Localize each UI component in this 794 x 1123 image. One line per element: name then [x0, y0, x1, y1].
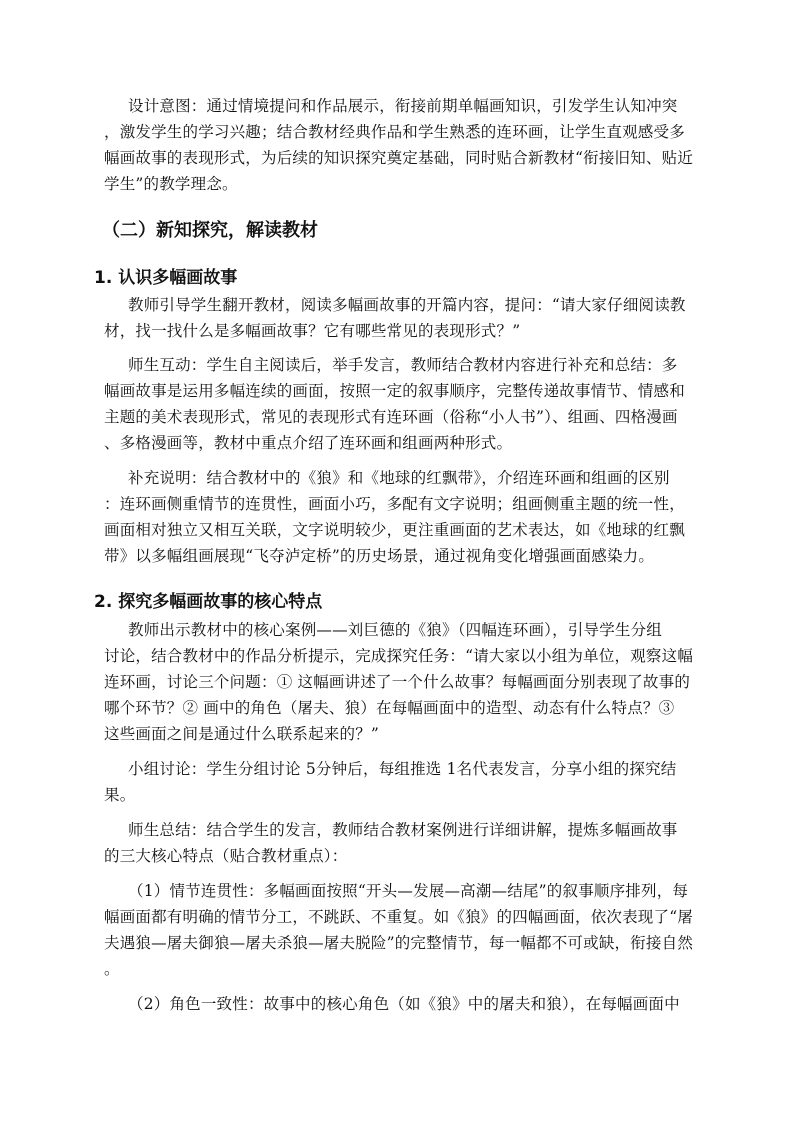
sub2-p1-line-3: 连环画，讨论三个问题：① 这幅画讲述了一个什么故事？每幅画面分别表现了故事的 [104, 673, 691, 691]
sub1-p2-line-2: 幅画故事是运用多幅连续的画面，按照一定的叙事顺序，完整传递故事情节、情感和 [104, 382, 685, 400]
sub2-p4-line-3: 夫遇狼—屠夫御狼—屠夫杀狼—屠夫脱险”的完整情节，每一幅都不可或缺，衔接自然 [104, 934, 694, 952]
sub1-p2-line-1: 师生互动：学生自主阅读后，举手发言，教师结合教材内容进行补充和总结：多 [128, 356, 678, 374]
intent-line-4: 学生”的教学理念。 [104, 175, 238, 193]
sub1-p1-line-2: 材，找一找什么是多幅画故事？它有哪些常见的表现形式？” [104, 322, 521, 340]
intent-line-3: 幅画故事的表现形式，为后续的知识探究奠定基础，同时贴合新教材“衔接旧知、贴近 [104, 149, 694, 167]
sub1-p3-line-2: ：连环画侧重情节的连贯性，画面小巧，多配有文字说明；组画侧重主题的统一性， [104, 495, 685, 513]
sub2-p2-line-2: 果。 [104, 786, 136, 804]
sub1-p3-line-3: 画面相对独立又相互关联，文字说明较少，更注重画面的艺术表达，如《地球的红飘 [104, 521, 685, 539]
sub1-p3-line-4: 带》以多幅组画展现“飞夺泸定桥”的历史场景，通过视角变化增强画面感染力。 [104, 547, 655, 565]
sub2-p5-line-1: （2）角色一致性：故事中的核心角色（如《狼》中的屠夫和狼），在每幅画面中 [128, 995, 680, 1013]
sub2-p1-line-5: 这些画面之间是通过什么联系起来的？” [104, 725, 380, 743]
section-heading: （二）新知探究，解读教材 [102, 220, 318, 241]
subsection-heading-1: 1. 认识多幅画故事 [94, 268, 238, 288]
sub2-p1-line-2: 讨论，结合教材中的作品分析提示，完成探究任务：“请大家以小组为单位，观察这幅 [104, 647, 694, 665]
sub2-p4-line-2: 幅画面都有明确的情节分工，不跳跃、不重复。如《狼》的四幅画面，依次表现了“屠 [104, 908, 694, 926]
sub1-p2-line-4: 、多格漫画等，教材中重点介绍了连环画和组画两种形式。 [104, 434, 513, 452]
sub2-p4-line-4: 。 [104, 960, 120, 978]
sub1-p1-line-1: 教师引导学生翻开教材，阅读多幅画故事的开篇内容，提问：“请大家仔细阅读教 [128, 296, 686, 314]
intent-line-1: 设计意图：通过情境提问和作品展示，衔接前期单幅画知识，引发学生认知冲突 [128, 97, 678, 115]
sub2-p1-line-1: 教师出示教材中的核心案例——刘巨德的《狼》（四幅连环画），引导学生分组 [128, 621, 663, 639]
sub2-p3-line-1: 师生总结：结合学生的发言，教师结合教材案例进行详细讲解，提炼多幅画故事 [128, 821, 678, 839]
sub2-p1-line-4: 哪个环节？② 画中的角色（屠夫、狼）在每幅画面中的造型、动态有什么特点？③ [104, 699, 675, 717]
sub2-p2-line-1: 小组讨论：学生分组讨论 5分钟后，每组推选 1名代表发言，分享小组的探究结 [128, 760, 677, 778]
sub2-p4-line-1: （1）情节连贯性：多幅画面按照“开头—发展—高潮—结尾”的叙事顺序排列，每 [128, 882, 689, 900]
sub1-p2-line-3: 主题的美术表现形式，常见的表现形式有连环画（俗称“小人书”）、组画、四格漫画 [104, 408, 678, 426]
intent-line-2: ，激发学生的学习兴趣；结合教材经典作品和学生熟悉的连环画，让学生直观感受多 [104, 123, 685, 141]
sub2-p3-line-2: 的三大核心特点（贴合教材重点）： [104, 847, 348, 865]
subsection-heading-2: 2. 探究多幅画故事的核心特点 [94, 592, 323, 612]
sub1-p3-line-1: 补充说明：结合教材中的《狼》和《地球的红飘带》，介绍连环画和组画的区别 [128, 469, 670, 487]
